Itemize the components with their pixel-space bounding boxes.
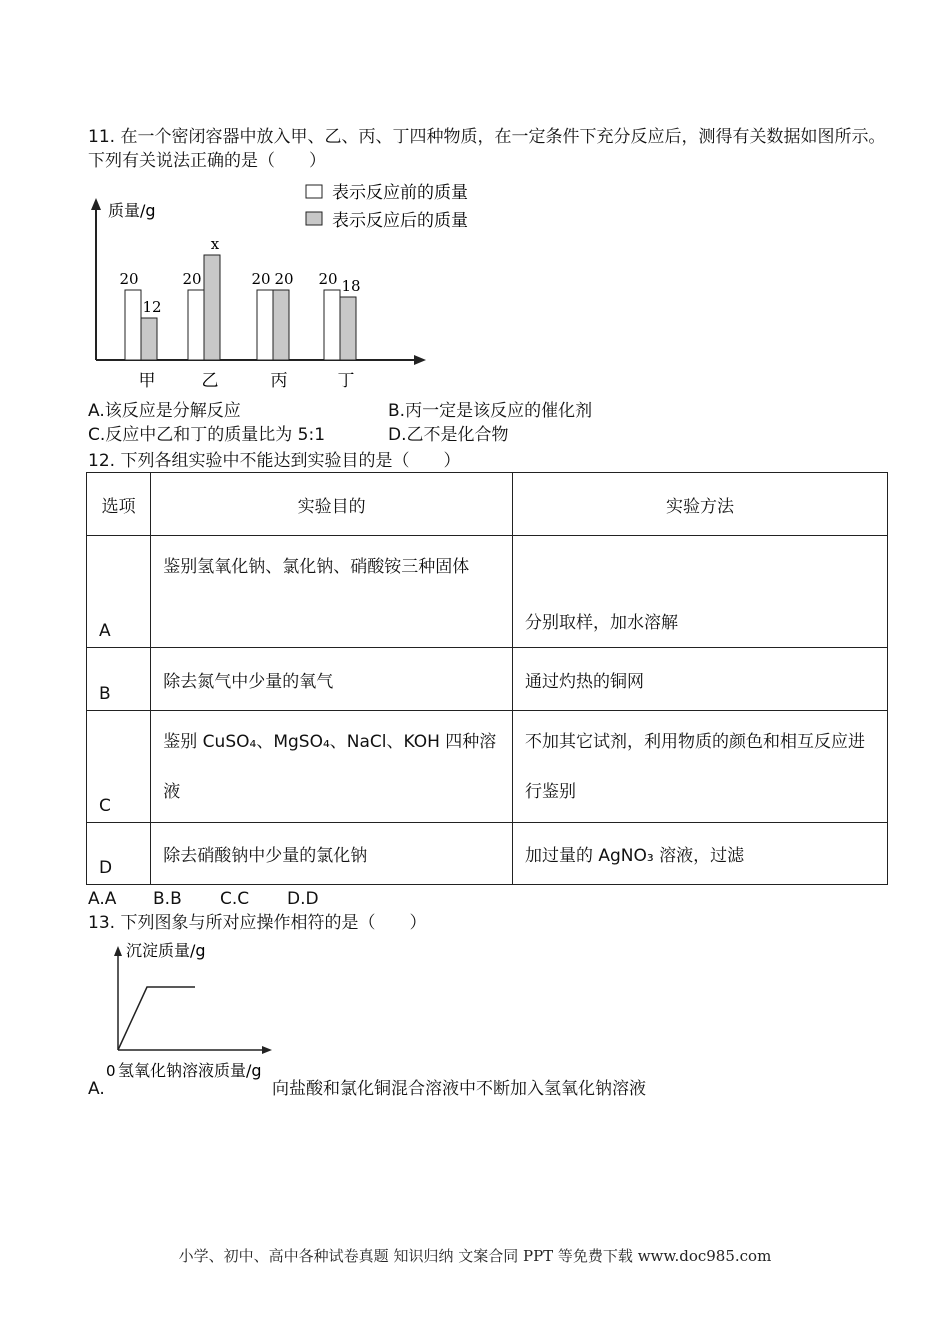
q12-answer-d: D.D xyxy=(287,889,319,909)
bar-before-4 xyxy=(324,290,340,360)
header-option: 选项 xyxy=(87,473,151,536)
category-label: 甲 xyxy=(138,371,156,391)
bar-after-4 xyxy=(340,297,356,360)
row-label: D xyxy=(87,823,151,885)
bar-after-3 xyxy=(273,290,289,360)
table-row xyxy=(87,711,888,823)
row-method: 通过灼热的铜网 xyxy=(512,648,887,711)
q11-stem-line1: 11. 在一个密闭容器中放入甲、乙、丙、丁四种物质，在一定条件下充分反应后，测得有关数据如图所示。 xyxy=(88,127,886,147)
header-method: 实验方法 xyxy=(512,473,887,536)
x-axis-arrow xyxy=(414,355,426,365)
q12-answer-a: A.A xyxy=(88,889,117,909)
row-label: B xyxy=(87,648,151,711)
graph-x-label: 氢氧化钠溶液质量/g xyxy=(118,1061,262,1080)
row-goal: 鉴别 CuSO₄、MgSO₄、NaCl、KOH 四种溶液 xyxy=(151,711,513,823)
q12-answer-b: B.B xyxy=(153,889,182,909)
q13-option-a-graph xyxy=(100,940,280,1085)
row-method: 加过量的 AgNO₃ 溶液，过滤 xyxy=(512,823,887,885)
q11-stem-line2: 下列有关说法正确的是（ ） xyxy=(88,151,326,171)
bar-after-1 xyxy=(141,318,157,360)
legend-after-swatch xyxy=(306,212,322,225)
category-label: 丙 xyxy=(270,371,288,391)
bar-value-label: 20 xyxy=(318,270,338,288)
category-label: 乙 xyxy=(201,371,219,391)
row-goal: 鉴别氢氧化钠、氯化钠、硝酸铵三种固体 xyxy=(151,536,513,648)
graph-origin: 0 xyxy=(106,1062,116,1080)
q11-option-d: D.乙不是化合物 xyxy=(388,425,509,445)
table-row xyxy=(87,536,888,648)
q11-option-a: A.该反应是分解反应 xyxy=(88,401,241,421)
q13-option-a-label: A. xyxy=(88,1079,105,1099)
row-method: 不加其它试剂，利用物质的颜色和相互反应进行鉴别 xyxy=(512,711,887,823)
category-label: 丁 xyxy=(337,371,355,391)
row-method: 分别取样，加水溶解 xyxy=(512,536,887,648)
bar-value-label: x xyxy=(210,235,220,253)
bar-value-label: 12 xyxy=(142,298,162,316)
page-footer: 小学、初中、高中各种试卷真题 知识归纳 文案合同 PPT 等免费下载 www.doc985.com xyxy=(178,1247,772,1265)
bar-before-1 xyxy=(125,290,141,360)
header-goal: 实验目的 xyxy=(151,473,513,536)
q12-table xyxy=(86,472,888,885)
q12-stem: 12. 下列各组实验中不能达到实验目的是（ ） xyxy=(88,451,461,471)
bar-before-2 xyxy=(188,290,204,360)
q13-stem: 13. 下列图象与所对应操作相符的是（ ） xyxy=(88,913,427,933)
q12-answer-c: C.C xyxy=(220,889,250,909)
row-goal: 除去氮气中少量的氧气 xyxy=(151,648,513,711)
legend-after-label: 表示反应后的质量 xyxy=(332,211,468,231)
graph-y-label: 沉淀质量/g xyxy=(126,941,206,960)
row-label: C xyxy=(87,711,151,823)
y-axis-arrow xyxy=(91,198,101,210)
bar-before-3 xyxy=(257,290,273,360)
graph-curve xyxy=(118,987,195,1050)
row-label: A xyxy=(87,536,151,648)
bar-value-label: 20 xyxy=(119,270,139,288)
legend-before-swatch xyxy=(306,185,322,198)
row-goal: 除去硝酸钠中少量的氯化钠 xyxy=(151,823,513,885)
bar-value-label: 18 xyxy=(341,277,361,295)
q11-option-c: C.反应中乙和丁的质量比为 5:1 xyxy=(88,425,326,445)
graph-y-arrow xyxy=(114,946,122,956)
q11-bar-chart xyxy=(80,176,500,394)
table-row xyxy=(87,823,888,885)
graph-x-arrow xyxy=(262,1046,272,1054)
q13-option-a-text: 向盐酸和氯化铜混合溶液中不断加入氢氧化钠溶液 xyxy=(272,1079,646,1099)
bar-value-label: 20 xyxy=(182,270,202,288)
q11-option-b: B.丙一定是该反应的催化剂 xyxy=(388,401,593,421)
bar-after-2 xyxy=(204,255,220,360)
table-row xyxy=(87,648,888,711)
table-header-row xyxy=(87,473,888,536)
bar-value-label: 20 xyxy=(274,270,294,288)
legend-before-label: 表示反应前的质量 xyxy=(332,183,468,203)
bar-value-label: 20 xyxy=(251,270,271,288)
y-axis-label: 质量/g xyxy=(108,201,156,220)
